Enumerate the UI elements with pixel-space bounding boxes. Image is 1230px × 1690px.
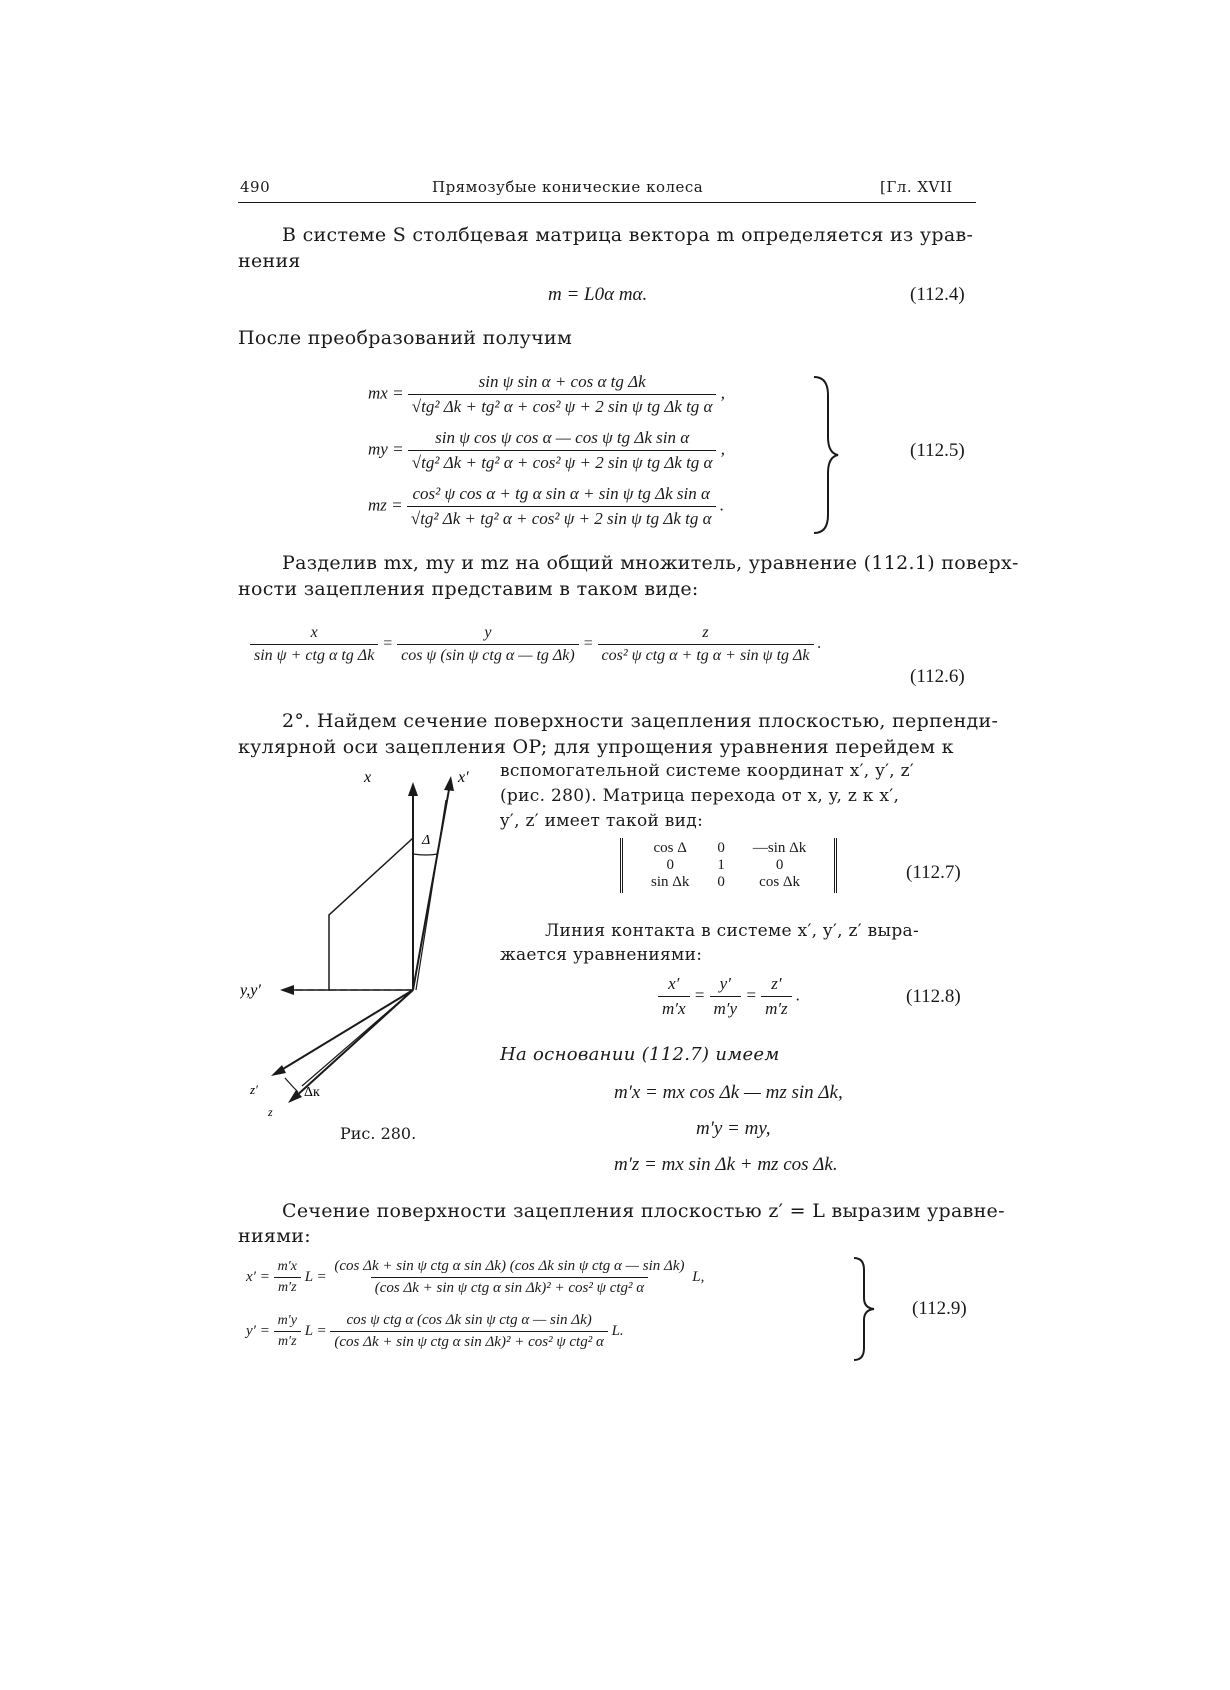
label-x-prime: x′ <box>458 769 469 786</box>
label-z-prime: z′ <box>250 1082 258 1097</box>
equation-112-5-line-2 <box>368 428 725 473</box>
chapter-label: [Гл. XVII <box>880 178 953 196</box>
fraction <box>408 372 717 417</box>
equation-112-4: m = L0α mα. <box>548 284 648 305</box>
plane-outline <box>329 838 413 990</box>
punct: , <box>720 439 725 459</box>
label-y-y-prime: y,y′ <box>240 982 261 999</box>
equation-mz-prime: m′z = mx sin Δk + mz cos Δk. <box>614 1154 838 1175</box>
paragraph-3-cont: ности зацепления представим в таком виде: <box>238 578 699 600</box>
fraction-y: $\frac{y}{\text{cos ψ (sin ψ ctg α — tg Δk)}}$ <box>397 624 579 665</box>
punct: . <box>719 495 725 515</box>
z-prime-axis-arrow <box>271 1065 286 1076</box>
paragraph-2: После преобразований получим <box>238 327 573 349</box>
lhs: mz = <box>368 495 403 515</box>
equation-112-7-matrix <box>620 838 837 893</box>
x-prime-axis-arrow <box>444 776 454 791</box>
denominator: √tg² Δk + tg² α + cos² ψ + 2 sin ψ tg Δk tg α <box>407 506 716 529</box>
fraction-z: $\frac{z}{\text{cos² ψ ctg α + tg α + sin ψ tg Δk}}$ <box>598 624 814 665</box>
equation-number-112-5: (112.5) <box>910 440 965 461</box>
paragraph-7-line-1: Сечение поверхности зацепления плоскостью z′ = L выразим уравне- <box>282 1200 1005 1222</box>
equation-112-8: $\frac{x'}{m'x}$ = $\frac{y'}{m'y}$ = $\frac{z'}{m'z}$ . <box>658 974 800 1019</box>
equation-number-112-7: (112.7) <box>906 862 961 883</box>
equation-number-112-4: (112.4) <box>910 284 965 305</box>
delta-k-arc <box>285 1078 298 1092</box>
figure-280 <box>240 760 490 1120</box>
header-rule <box>238 202 976 203</box>
z-prime-axis <box>278 990 413 1072</box>
fraction <box>407 484 716 529</box>
paragraph-4-line-2: кулярной оси зацепления OP; для упрощения уравнения перейдем к <box>238 736 954 758</box>
equation-number-112-9: (112.9) <box>912 1298 967 1319</box>
equation-112-6: $\frac{x}{\text{sin ψ + ctg α tg Δk}}$ = $\frac{y}{\text{cos ψ (sin ψ ctg α — tg Δk)}}$ = $\frac{z}{\text{cos² ψ ctg α + tg α + sin ψ tg Δk}}$ . <box>250 624 822 665</box>
delta-arc <box>413 854 438 855</box>
label-x: x <box>364 769 372 786</box>
paragraph-7-line-2: ниями: <box>238 1225 311 1247</box>
paragraph-4-right-1: вспомогательной системе координат x′, y′, z′ <box>500 761 915 781</box>
label-z: z <box>268 1105 273 1119</box>
paragraph-6: На основании (112.7) имеем <box>500 1044 780 1065</box>
paragraph-5-line-1: Линия контакта в системе x′, y′, z′ выра- <box>545 921 920 941</box>
right-brace-112-9 <box>852 1256 876 1362</box>
equation-112-5-line-3 <box>368 484 724 529</box>
matrix: cos Δ 0 —sin Δk 0 1 0 sin Δk 0 cos Δk <box>620 838 837 893</box>
x-prime-axis-inner <box>416 800 446 990</box>
equation-112-9-line-2: y′ = $\frac{m'y}{m'z}$ L = $\frac{\text{cos ψ ctg α (cos Δk sin ψ ctg α — sin Δk)}}{\text{(cos Δk + sin ψ ctg α sin Δk)² + cos² ψ ctg² α}}$ L. <box>246 1312 624 1350</box>
figure-caption: Рис. 280. <box>340 1124 417 1143</box>
equation-112-9-line-1: x′ = $\frac{m'x}{m'z}$ L = $\frac{\text{(cos Δk + sin ψ ctg α sin Δk) (cos Δk sin ψ ctg α — sin Δk)}}{\text{(cos Δk + sin ψ ctg α sin Δk)² + cos² ψ ctg² α}}$ L, <box>246 1258 705 1296</box>
label-delta: Δ <box>422 833 431 848</box>
lhs: mx = <box>368 383 404 403</box>
punct: , <box>720 383 725 403</box>
y-axis-arrow <box>280 985 294 995</box>
fraction <box>408 428 717 473</box>
paragraph-4-right-3: y′, z′ имеет такой вид: <box>500 811 704 831</box>
running-title: Прямозубые конические колеса <box>432 178 704 196</box>
x-prime-axis <box>413 784 450 990</box>
denominator: √tg² Δk + tg² α + cos² ψ + 2 sin ψ tg Δk tg α <box>408 450 717 473</box>
equation-mx-prime: m′x = mx cos Δk — mz sin Δk, <box>614 1082 843 1103</box>
paragraph-3: Разделив mx, my и mz на общий множитель, уравнение (112.1) поверх- <box>282 552 1019 574</box>
x-axis-arrow <box>408 782 418 796</box>
right-brace-112-5 <box>812 375 840 535</box>
paragraph-4-right-2: (рис. 280). Матрица перехода от x, y, z к x′, <box>500 786 900 806</box>
equation-112-5-line-1 <box>368 372 725 417</box>
paragraph-4-line-1: 2°. Найдем сечение поверхности зацепления плоскостью, перпенди- <box>282 710 999 732</box>
lhs: my = <box>368 439 404 459</box>
fraction-x: $\frac{x}{\text{sin ψ + ctg α tg Δk}}$ <box>250 624 378 665</box>
numerator: sin ψ sin α + cos α tg Δk <box>478 372 646 391</box>
paragraph-1: В системе S столбцевая матрица вектора m определяется из урав- <box>282 224 974 246</box>
denominator: √tg² Δk + tg² α + cos² ψ + 2 sin ψ tg Δk tg α <box>408 394 717 417</box>
equation-number-112-6: (112.6) <box>910 666 965 687</box>
page-number: 490 <box>240 178 271 196</box>
equation-my-prime: m′y = my, <box>696 1118 771 1139</box>
equation-number-112-8: (112.8) <box>906 986 961 1007</box>
paragraph-1-cont: нения <box>238 250 301 272</box>
numerator: cos² ψ cos α + tg α sin α + sin ψ tg Δk sin α <box>412 484 710 503</box>
label-delta-k: Δк <box>304 1085 320 1100</box>
paragraph-5-line-2: жается уравнениями: <box>500 945 703 965</box>
numerator: sin ψ cos ψ cos α — cos ψ tg Δk sin α <box>435 428 690 447</box>
